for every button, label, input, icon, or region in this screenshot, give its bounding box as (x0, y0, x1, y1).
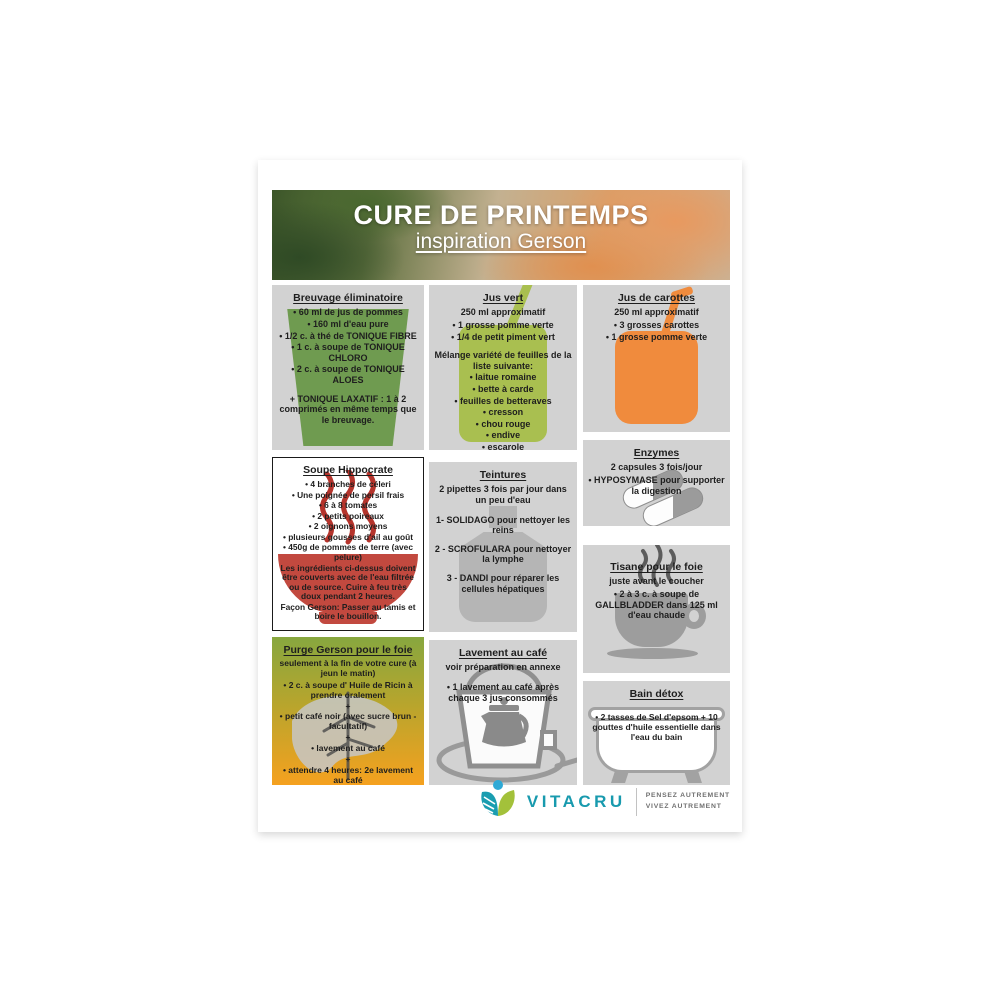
spacer (434, 537, 572, 544)
card-title: Purge Gerson pour le foie (283, 644, 413, 656)
text-line: • 1 grosse pomme verte (452, 319, 554, 330)
text-line: Les ingrédients ci-dessus doivent être couverts avec de l'eau filtrée ou de source. Cuire à feu très doux pendant 2 heures. (280, 562, 416, 602)
card-title: Soupe Hippocrate (303, 464, 393, 476)
text-line: • endive (485, 430, 521, 441)
text-line: + (345, 700, 351, 711)
text-line: • 1 lavement au café après chaque 3 jus consommés (446, 681, 560, 703)
text-line: 3 - DANDI pour réparer les cellules hépatiques (446, 573, 560, 594)
card-subtitle: 250 ml approximatif (614, 307, 699, 318)
card-enzymes (583, 440, 730, 526)
text-line: 2 - SCROFULARA pour nettoyer la lymphe (434, 543, 572, 565)
text-line: • HYPOSYMASE pour supporter la digestion (588, 474, 725, 496)
card-subtitle: 2 capsules 3 fois/jour (610, 462, 703, 473)
card-body (588, 712, 725, 742)
card-content (583, 447, 730, 496)
card-content (583, 688, 730, 742)
text-line: • 60 ml de jus de pommes (293, 307, 403, 318)
footer-divider (636, 788, 637, 816)
footer-brand-bar (477, 779, 730, 824)
card-body (588, 475, 725, 496)
card-subtitle: 250 ml approximatif (460, 307, 546, 318)
header-banner-carrot-photo (272, 190, 730, 280)
text-line: • lavement au café (311, 743, 385, 754)
card-content (583, 292, 730, 342)
card-body (277, 681, 419, 785)
card-body (434, 320, 572, 450)
card-content (272, 644, 424, 785)
card-purge-gerson (272, 637, 424, 785)
text-line: • 160 ml d'eau pure (307, 318, 389, 329)
text-line: + (345, 732, 351, 743)
banner-titles (272, 202, 730, 254)
text-line: • attendre 4 heures: 2e lavement au café (282, 764, 414, 785)
text-line: • feuilles de betteraves (454, 395, 552, 406)
text-line: • cresson (482, 407, 524, 418)
card-title: Bain détox (629, 688, 684, 700)
card-content (272, 292, 424, 425)
card-subtitle: juste avant le coucher (609, 576, 704, 587)
brand-tagline (646, 791, 730, 813)
card-subtitle: seulement à la fin de votre cure (à jeun le matin) (279, 658, 417, 679)
column-2 (429, 285, 577, 785)
card-content (429, 647, 577, 703)
text-line: • Une poignée de persil frais (291, 489, 405, 500)
card-tisane-pour-le-foie (583, 545, 730, 673)
tagline-line1: PENSEZ AUTREMENT (645, 791, 730, 799)
text-line: • 1/4 de petit piment vert (451, 331, 555, 342)
card-body (278, 480, 418, 622)
text-line: • chou rouge (475, 418, 531, 429)
card-title: Enzymes (633, 447, 680, 459)
card-title: Tisane pour le foie (610, 561, 703, 573)
text-line: • 1/2 c. à thé de TONIQUE FIBRE (279, 330, 417, 341)
spacer (434, 675, 572, 682)
card-title: Breuvage éliminatoire (293, 292, 403, 304)
card-jus-de-carottes (583, 285, 730, 432)
spacer (277, 387, 419, 394)
spacer (434, 343, 572, 350)
card-teintures (429, 462, 577, 632)
text-line: • 1 c. à soupe de TONIQUE CHLORO (291, 342, 405, 363)
brand-name: VITACRU (526, 791, 626, 811)
card-subtitle: 2 pipettes 3 fois par jour dans un peu d'eau (439, 484, 567, 505)
card-title: Teintures (479, 469, 527, 481)
text-line: • escarole (481, 442, 525, 450)
text-line: • 4 branches de céleri (305, 478, 391, 489)
poster-title: CURE DE PRINTEMPS (353, 200, 649, 230)
text-line: • plusieurs gousses d'ail au goût (282, 531, 414, 542)
card-bain-detox (583, 681, 730, 785)
carrot-juice-bottle-icon (615, 331, 698, 424)
card-content (429, 292, 577, 450)
text-line: • 2 à 3 c. à soupe de GALLBLADDER dans 125 ml d'eau chaude (595, 588, 718, 621)
text-line: Façon Gerson: Passer au tamis et boire le bouillon. (280, 601, 416, 622)
card-grid (272, 285, 730, 785)
text-line: • 2 c. à soupe d' Huile de Ricin à prendre oralement (283, 679, 413, 700)
vitacru-logo-icon (477, 779, 519, 824)
text-line: • 2 petits poireaux (312, 510, 384, 521)
poster-page (258, 160, 742, 832)
card-content (273, 465, 423, 622)
text-line: • 2 c. à soupe de TONIQUE ALOES (291, 364, 405, 386)
poster-subtitle: inspiration Gerson (415, 230, 587, 253)
card-content (583, 561, 730, 621)
text-line: • 2 oignons moyens (308, 521, 388, 532)
card-subtitle: voir préparation en annexe (445, 662, 561, 673)
card-content (429, 469, 577, 594)
card-body (434, 675, 572, 703)
card-jus-vert (429, 285, 577, 450)
text-line: + (345, 753, 351, 764)
column-1 (272, 285, 424, 785)
column-3 (583, 285, 730, 785)
card-title: Jus de carottes (617, 292, 696, 304)
card-body (588, 589, 725, 621)
text-line: • bette à carde (472, 384, 534, 395)
spacer (434, 508, 572, 515)
card-soupe-hippocrate (272, 457, 424, 631)
text-line: • laitue romaine (469, 372, 537, 383)
saucer-icon (607, 648, 698, 659)
spacer (434, 566, 572, 573)
card-lavement-au-cafe (429, 640, 577, 785)
text-line: • 3 grosses carottes (613, 319, 700, 330)
card-title: Lavement au café (458, 647, 548, 659)
card-body (588, 320, 725, 342)
text-line: • 450g de pommes de terre (avec pelure) (282, 542, 413, 563)
card-title: Jus vert (482, 292, 524, 304)
text-line: • petit café noir (avec sucre brun - facultatif) (279, 711, 417, 732)
card-breuvage-eliminatoire (272, 285, 424, 450)
text-line: • 1 grosse pomme verte (605, 331, 708, 342)
text-line: Mélange variété de feuilles de la liste suivante: (434, 350, 572, 371)
text-line: + TONIQUE LAXATIF : 1 à 2 comprimés en même temps que le breuvage. (279, 393, 417, 425)
tagline-line2: VIVEZ AUTREMENT (645, 802, 722, 810)
text-line: 1- SOLIDAGO pour nettoyer les reins (435, 514, 571, 536)
text-line: • 6 à 8 tomates (318, 500, 378, 511)
card-body (277, 307, 419, 425)
card-body (434, 508, 572, 595)
text-line: • 2 tasses de Sel d'epsom + 10 gouttes d'huile essentielle dans l'eau du bain (592, 712, 721, 743)
